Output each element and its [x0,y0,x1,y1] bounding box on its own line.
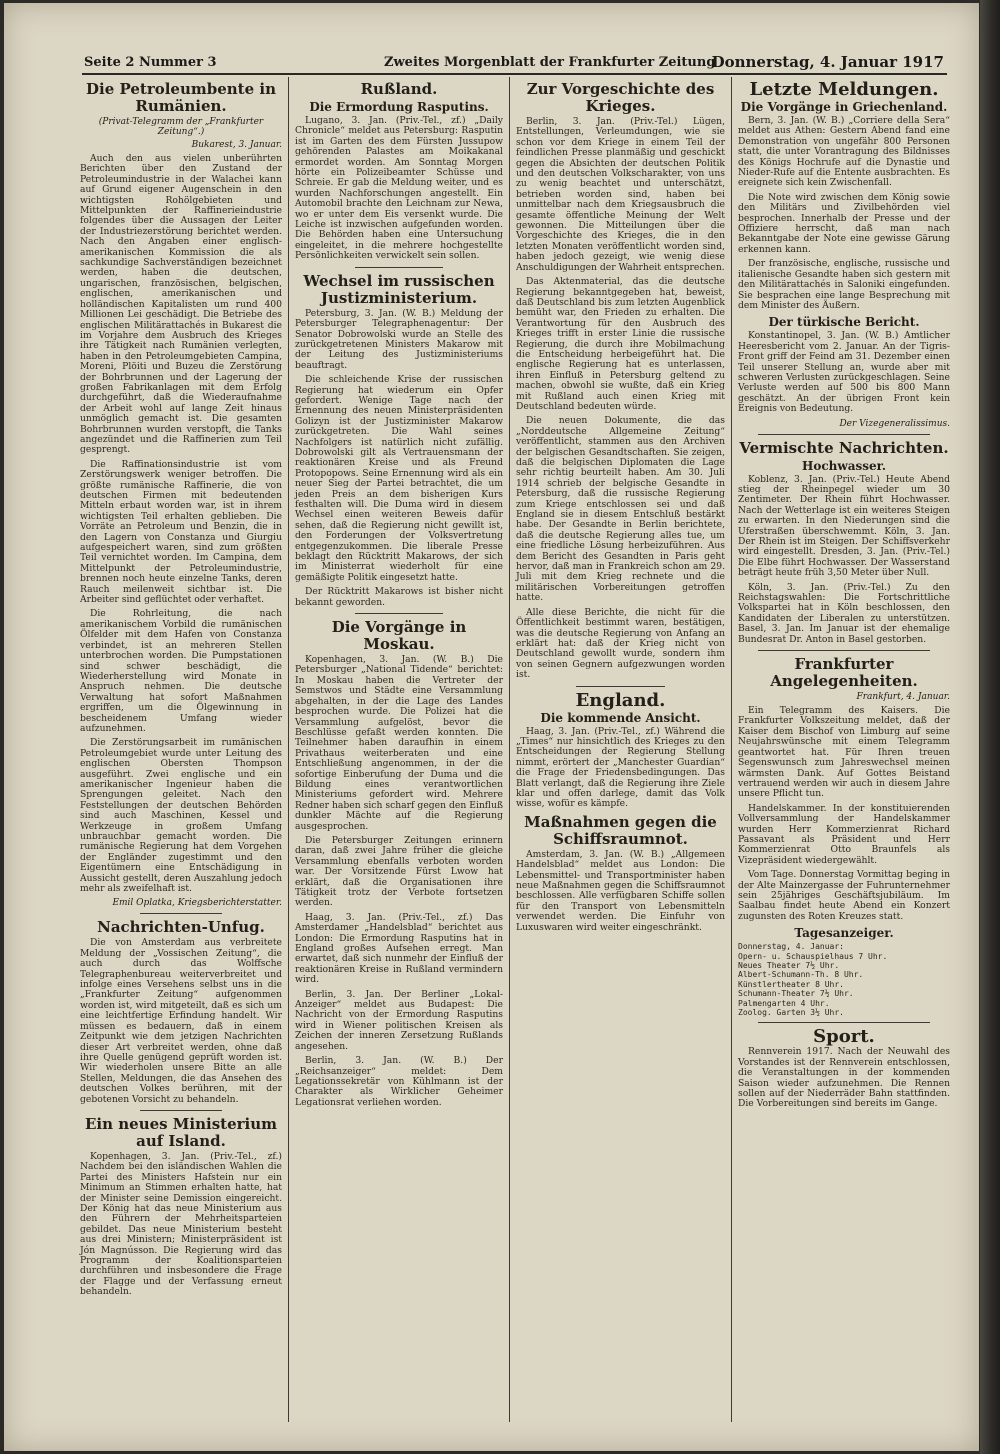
binding-shadow [980,0,1000,1454]
headline-england: England. [575,689,666,711]
article-paragraph: Die schleichende Krise der russischen Regierung hat wiederum ein Opfer gefordert. Wenige Tage nach der Ernennung des neuen Ministerpräsidenten Golizyn ist der Justizminister Makarow zurückgetreten. Die Wahl seines Nachfolgers ist natürlich nicht zufällig. Dobrowolski gilt als Vertrauensmann der reaktionären Kreise und als Freund Protopopows. Seine Ernennung wird als ein neuer Sieg der Partei betrachtet, die um jeden Preis an dem bisherigen Kurs festhalten will. Die Duma wird in diesem Wechsel einen weiteren Beweis dafür sehen, daß die Regierung nicht gewillt ist, den Forderungen der Volksvertretung entgegenzukommen. Die liberale Presse beklagt den Rücktritt Makarows, der sich im Ministerrat wiederholt für eine gemäßigte Politik eingesetzt hatte. [295,374,506,583]
headline-vermischte-nachrichten: Vermischte Nachrichten. [739,438,949,457]
article-paragraph: Die Note wird zwischen dem König sowie den Militärs und Zivilbehörden viel besprochen. Innerhalb der Presse und der Offiziere herrscht, daß man nach Bekanntgabe der Note eine gewisse Gärung erkennen kann. [738,191,953,255]
newspaper-page [4,3,979,1451]
subheadline-rasputin: Die Ermordung Rasputins. [309,100,489,114]
subheadline-griechenland: Die Vorgänge in Griechenland. [740,100,948,114]
article-paragraph: Konstantinopel, 3. Jan. (W. B.) Amtlicher Heeresbericht vom 2. Januar. An der Tigris-Front griff der Feind am 31. Dezember einen Teil unserer Stellung an, wurde aber mit schweren Verlusten zurückgeschlagen. Seine Verluste werden auf 500 bis 800 Mann geschätzt. An der übrigen Front kein Ereignis von Bedeutung. [738,330,953,415]
divider [758,434,930,435]
article-paragraph: Bern, 3. Jan. (W. B.) „Corriere della Sera“ meldet aus Athen: Gestern Abend fand eine Demonstration von ungefähr 800 Personen statt, die unter Vorantragung des Bildnisses des Königs Hochrufe auf die Dynastie und Nieder-Rufe auf die Entente ausbrachten. Es ereignete sich kein Zwischenfall. [738,115,953,189]
article-paragraph: Die Rohrleitung, die nach amerikanischem Vorbild die rumänischen Ölfelder mit dem Hafen von Constanza verbindet, ist an mehreren Stellen unterbrochen worden. Die Pumpstationen sind schwer beschädigt, die Wiederherstellung wird Monate in Anspruch nehmen. Die deutsche Verwaltung hat sofort Maßnahmen ergriffen, um die Ölgewinnung in bescheidenem Umfang wieder aufzunehmen. [80,608,285,734]
article-paragraph: Die von Amsterdam aus verbreitete Meldung der „Vossischen Zeitung“, die auch durch das Wolffsche Telegraphenbureau weiterverbreitet und infolge eines Versehens selbst uns in die „Frankfurter Zeitung“ aufgenommen worden ist, wird mitgeteilt, daß es sich um eine leichtfertige Erfindung handelt. Wir müssen es bedauern, daß in einem Zeitpunkt wie dem jetzigen Nachrichten dieser Art verbreitet werden, ohne daß ihre Quelle genügend geprüft worden ist. Wir wiederholen unsere Bitte an alle Stellen, Meldungen, die das Ansehen des deutschen Volkes berühren, mit der gebotenen Vorsicht zu behandeln. [80,937,285,1105]
column-separator [288,77,289,1422]
article-paragraph: Handelskammer. In der konstituierenden Vollversammlung der Handelskammer wurden Herr Kommerzienrat Richard Passavant als Präsident und Herr Kommerzienrat Otto Braunfels als Vizepräsident wiedergewählt. [738,802,953,866]
article-paragraph: Die Raffinationsindustrie ist vom Zerstörungswerk weniger betroffen. Die größte rumänische Raffinerie, die von deutschen Firmen mit bedeutenden Mitteln erbaut worden war, ist in ihrem wichtigsten Teil erhalten geblieben. Die Vorräte an Petroleum und Benzin, die in den Lagern von Constanza und Giurgiu aufgespeichert waren, sind zum größten Teil vernichtet worden. Im Campina, dem Mittelpunkt der Petroleumindustrie, brennen noch heute einzelne Tanks, deren Rauch meilenweit sichtbar ist. Die Arbeiter sind geflüchtet oder verhaftet. [80,458,285,606]
article-paragraph: Rennverein 1917. Nach der Neuwahl des Vorstandes ist der Rennverein entschlossen, die Veranstaltungen in der kommenden Saison wieder aufzunehmen. Die Rennen sollen auf der Niederräder Bahn stattfinden. Die Vorbereitungen sind bereits im Gange. [738,1046,953,1110]
article-paragraph: Amsterdam, 3. Jan. (W. B.) „Allgemeen Handelsblad“ meldet aus London: Die Lebensmittel- und Transportminister haben neue Maßnahmen gegen die Schiffsraumnot beschlossen. Alle verfügbaren Schiffe sollen für den Transport von Lebensmitteln verwendet werden. Die Einfuhr von Luxuswaren wird weiter eingeschränkt. [516,848,728,933]
divider [758,1022,930,1023]
masthead-rule [82,73,947,75]
article-paragraph: Die Zerstörungsarbeit im rumänischen Petroleumgebiet wurde unter Leitung des englischen Obersten Thompson ausgeführt. Zwei englische und ein amerikanischer Ingenieur haben die Sprengungen geleitet. Nach den Feststellungen der deutschen Behörden sind auch Maschinen, Kessel und Werkzeuge in großem Umfang unbrauchbar gemacht worden. Die rumänische Regierung hat dem Vorgehen der Engländer zugestimmt und den Eigentümern eine Entschädigung in Aussicht gestellt, deren Auszahlung jedoch mehr als zweifelhaft ist. [80,737,285,895]
divider [758,650,930,651]
headline-schiffsraumnot: Maßnahmen gegen die Schiffsraumnot. [524,812,717,848]
masthead [84,53,944,73]
column-separator [731,77,732,1422]
column-separator [509,77,510,1422]
headline-justizministerium: Wechsel im russischen Justizministerium. [303,271,495,307]
article-paragraph: Koblenz, 3. Jan. (Priv.-Tel.) Heute Abend stieg der Rheinpegel wieder um 30 Zentimeter. Der Rhein führt Hochwasser. Nach der Wetterlage ist ein weiteres Steigen zu erwarten. In den Niederungen sind die Uferstraßen überschwemmt. Köln, 3. Jan. Der Rhein ist im Steigen. Der Schiffsverkehr wird eingestellt. Dresden, 3. Jan. (Priv.-Tel.) Die Elbe führt Hochwasser. Der Wasserstand beträgt heute früh 3,50 Meter über Null. [738,473,953,579]
article-paragraph: Ein Telegramm des Kaisers. Die Frankfurter Volkszeitung meldet, daß der Kaiser dem Bischof von Limburg auf seine Neujahrswünsche mit einem Telegramm geantwortet hat. Für Ihren treuen Segenswunsch zum Jahreswechsel meinen wärmsten Dank. Auf Gottes Beistand vertrauend werden wir auch in diesem Jahre unsere Pflicht tun. [738,705,953,800]
headline-island: Ein neues Ministerium auf Island. [84,1114,278,1150]
headline-nachrichten-unfug: Nachrichten-Unfug. [97,918,265,937]
divider [140,913,222,914]
article-paragraph: Lugano, 3. Jan. (Priv.-Tel., zf.) „Daily Chronicle“ meldet aus Petersburg: Rasputin ist im Garten des dem Fürsten Jussupow gehörenden Palastes am Moikakanal ermordet worden. Am Sonntag Morgen hörte ein Polizeibeamter Schüsse und Schreie. Er gab die Meldung weiter, und es wurden Nachforschungen angestellt. Ein Automobil brachte den Leichnam zur Newa, wo er unter dem Eis versenkt wurde. Die Leiche ist inzwischen aufgefunden worden. Die Behörden haben eine Untersuchung eingeleitet, in die mehrere hochgestellte Persönlichkeiten verwickelt sein sollen. [295,115,506,262]
article-paragraph: Berlin, 3. Jan. (Priv.-Tel.) Lügen, Entstellungen, Verleumdungen, wie sie schon vor dem Kriege in einem Teil der feindlichen Presse planmäßig und geschickt gegen die Absichten der deutschen Politik und den deutschen Volkscharakter, von uns zu wenig beachtet und unterschätzt, betrieben worden sind, haben bei unmittelbar nach dem Kriegsausbruch die gesamte öffentliche Meinung der Welt gewonnen. Die Mitteilungen über die Vorgeschichte des Krieges, die in den letzten Monaten veröffentlicht worden sind, haben jedoch gezeigt, wie wenig diese Anschuldigungen der Wahrheit entsprechen. [516,116,728,273]
column-3 [516,79,728,1424]
divider [576,686,665,687]
article-paragraph: Der französische, englische, russische und italienische Gesandte haben sich gestern mit den Militärattachés in Saloniki eingefunden. Sie besprachen eine lange Besprechung mit dem Minister des Äußern. [738,258,953,311]
article-paragraph: Auch den aus vielen unberührten Berichten über den Zustand der Petroleumindustrie in der Walachei kann auf Grund eigener Augenschein in den wichtigsten Rohölgebieten und Mittelpunkten der Raffinerieindustrie folgendes über die Aussagen der Leiter der Industriezerstörung berichtet werden. Nach den Angaben einer englisch-amerikanischen Kommission die als sachkundige Sachverständigen bezeichnet werden, haben die deutschen, ungarischen, französischen, belgischen, englischen, amerikanischen und holländischen Kapitalisten um rund 400 Millionen Lei geschädigt. Die Betriebe des englischen Militärattachés in Bukarest die im Vorjahre dem Ausbruch des Krieges ihre Tätigkeit nach Rumänien verlegten, haben in den Petroleumgebieten Campina, Moreni, Plöiti und Buzeu die Zerstörung der Bohrbrunnen und der Lagerung der großen Fabrikanlagen mit dem Erfolg durchgeführt, daß die Wiederaufnahme der Arbeit wohl auf lange Zeit hinaus unmöglich gemacht ist. Die gesamten Bohrbrunnen wurden verstopft, die Tanks angezündet und die Raffinerien zum Teil gesprengt. [80,153,285,456]
article-paragraph: Haag, 3. Jan. (Priv.-Tel., zf.) Das Amsterdamer „Handelsblad“ berichtet aus London: Die Ermordung Rasputins hat in England großes Aufsehen erregt. Man erwartet, daß sich nunmehr der Einfluß der reaktionären Kreise in Rußland vermindern wird. [295,911,506,986]
article-paragraph: Kopenhagen, 3. Jan. (W. B.) Die Petersburger „National Tidende“ berichtet: In Moskau haben die Vertreter der Semstwos und Städte eine Versammlung abgehalten, in der die Lage des Landes besprochen wurde. Die Polizei hat die Versammlung aufgelöst, bevor die Beschlüsse gefaßt werden konnten. Die Teilnehmer haben daraufhin in einem Privathaus weiterberaten und eine Entschließung angenommen, in der die sofortige Einberufung der Duma und die Bildung eines verantwortlichen Ministeriums gefordert wird. Mehrere Redner haben sich scharf gegen den Einfluß dunkler Mächte auf die Regierung ausgesprochen. [295,654,506,832]
headline-petroleum: Die Petroleumbente in Rumänien. [86,80,276,115]
divider [355,267,443,268]
article-paragraph: Kopenhagen, 3. Jan. (Priv.-Tel., zf.) Nachdem bei den isländischen Wahlen die Partei des Ministers Hafstein nur ein Minimum an Stimmen erhalten hatte, hat der Minister seine Demission eingereicht. Der König hat das neue Ministerium aus den Führern der Mehrheitsparteien gebildet. Das neue Ministerium besteht aus drei Ministern; Ministerpräsident ist Jón Magnússon. Die Regierung wird das Programm der Koalitionsparteien durchführen und insbesondere die Frage der Flagge und der Verfassung erneut behandeln. [80,1150,285,1298]
headline-vorgeschichte: Zur Vorgeschichte des Krieges. [526,80,715,115]
article-paragraph: Alle diese Berichte, die nicht für die Öffentlichkeit bestimmt waren, bestätigen, was die deutsche Regierung von Anfang an erklärt hat: daß der Krieg nicht von Deutschland gewollt wurde, sondern ihm von seinen Gegnern aufgezwungen worden ist. [516,606,728,681]
dateline: Frankfurt, 4. Januar. [856,692,950,703]
divider [355,613,443,614]
article-paragraph: Köln, 3. Jan. (Priv.-Tel.) Zu den Reichstagswahlen: Die Fortschrittliche Volkspartei hat in Köln beschlossen, den Kandidaten der Liberalen zu unterstützen. Basel, 3. Jan. Im Januar ist der ehemalige Bundesrat Dr. Anton in Basel gestorben. [738,581,953,645]
article-paragraph: Die neuen Dokumente, die das „Norddeutsche Allgemeine Zeitung“ veröffentlicht, stammen aus den Archiven der belgischen Gesandtschaften. Sie zeigen, daß die belgischen Diplomaten die Lage sehr richtig beurteilt haben. Am 30. Juli 1914 schrieb der belgische Gesandte in Petersburg, daß die russische Regierung zum Kriege entschlossen sei und daß England sie in diesem Entschluß bestärkt habe. Der Gesandte in Berlin berichtete, daß die deutsche Regierung alles tue, um eine friedliche Lösung herbeizuführen. Aus dem Bericht des Gesandten in Paris geht hervor, daß man in Frankreich schon am 29. Juli mit dem Krieg rechnete und die militärischen Vorbereitungen getroffen hatte. [516,415,728,604]
article-paragraph: Die Petersburger Zeitungen erinnern daran, daß zwei Jahre früher die gleiche Versammlung ebenfalls verboten worden war. Der Vorsitzende Fürst Lwow hat erklärt, daß die Organisationen ihre Tätigkeit trotz der Verbote fortsetzen werden. [295,834,506,909]
headline-russland: Rußland. [360,80,438,98]
headline-sport: Sport. [813,1026,875,1048]
headline-letzte-meldungen: Letzte Meldungen. [749,79,939,100]
headline-frankfurter-angelegenheiten: Frankfurter Angelegenheiten. [770,655,918,691]
article-paragraph: Vom Tage. Donnerstag Vormittag beging in der Alte Mainzergasse der Fuhrunternehmer sein 25jähriges Geschäftsjubiläum. Im Saalbau findet heute Abend ein Konzert zugunsten des Roten Kreuzes statt. [738,869,953,922]
divider [140,1110,222,1111]
tagesanzeiger-title: Tagesanzeiger. [794,926,894,941]
headline-tuerkischer-bericht: Der türkische Bericht. [768,315,920,330]
subheadline-ansicht: Die kommende Ansicht. [540,710,701,725]
subheadline-hochwasser: Hochwasser. [801,458,887,473]
article-paragraph: Berlin, 3. Jan. (W. B.) Der „Reichsanzeiger“ meldet: Dem Legationssekretär von Kühlmann ist der Charakter als Wirklicher Geheimer Legationsrat verliehen worden. [295,1055,506,1108]
column-2 [295,79,506,1424]
page-number: Seite 2 Nummer 3 [84,55,217,70]
article-paragraph: Das Aktenmaterial, das die deutsche Regierung bekanntgegeben hat, beweist, daß Deutschland bis zum letzten Augenblick bemüht war, den Frieden zu erhalten. Die Verantwortung für den Ausbruch des Krieges trifft in erster Linie die russische Regierung, die durch ihre Mobilmachung die Entscheidung herbeigeführt hat. Die englische Regierung hat es unterlassen, ihren Einfluß in Petersburg geltend zu machen, obwohl sie wußte, daß ein Krieg mit Rußland auch einen Krieg mit Deutschland bedeuten würde. [516,276,728,412]
article-paragraph: Der Rücktritt Makarows ist bisher nicht bekannt geworden. [295,586,506,608]
byline: Der Vizegeneralissimus. [839,418,950,429]
column-1 [80,79,285,1424]
article-paragraph: Berlin, 3. Jan. Der Berliner „Lokal-Anzeiger“ meldet aus Budapest: Die Nachricht von der Ermordung Rasputins wird in Wiener politischen Kreisen als Zeichen der inneren Zersetzung Rußlands angesehen. [295,988,506,1052]
newspaper-title: Zweites Morgenblatt der Frankfurter Zeitung [384,55,716,70]
byline: Emil Oplatka, Kriegsberichterstatter. [112,898,282,909]
article-paragraph: Petersburg, 3. Jan. (W. B.) Meldung der Petersburger Telegraphenagentur: Der Senator Dobrowolski wurde an Stelle des zurückgetretenen Ministers Makarow mit der Leitung des Justizministeriums beauftragt. [295,307,506,371]
column-4 [738,79,953,1424]
headline-moskau: Die Vorgänge in Moskau. [331,618,467,654]
article-paragraph: Haag, 3. Jan. (Priv.-Tel., zf.) Während die „Times“ nur hinsichtlich des Krieges zu den Entscheidungen der Regierung Stellung nimmt, erörtert der „Manchester Guardian“ die Frage der Friedensbedingungen. Das Blatt verlangt, daß die Regierung ihre Ziele klar und offen darlege, damit das Volk wisse, wofür es kämpfe. [516,725,728,810]
tagesanzeiger-list: Donnerstag, 4. Januar: Opern- u. Schauspielhaus 7 Uhr. Neues Theater 7½ Uhr. Albert-Schumann-Th. 8 Uhr. Künstlertheater 8 Uhr. Schumann-Theater 7½ Uhr. Palmengarten 4 Uhr. Zoolog. Garten 3½ Uhr. [738,942,888,1018]
dek: (Privat-Telegramm der „Frankfurter Zeitung“.) [98,117,264,137]
issue-date: Donnerstag, 4. Januar 1917 [711,53,944,71]
dateline: Bukarest, 3. Januar. [191,140,282,150]
